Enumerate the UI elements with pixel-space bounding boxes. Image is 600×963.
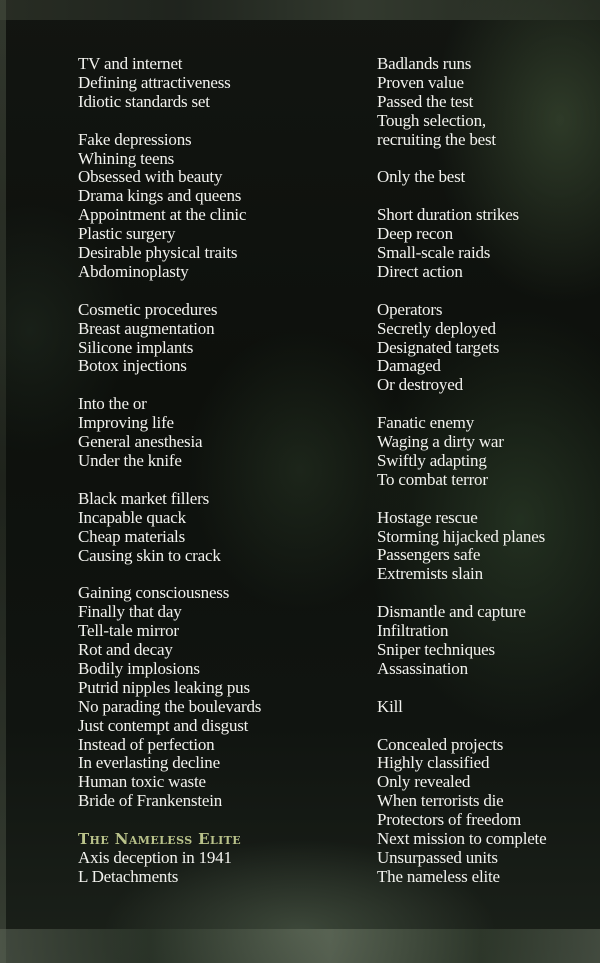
lyric-line: Infiltration <box>377 621 449 641</box>
lyric-line: Breast augmentation <box>78 318 215 338</box>
lyric-line: Only the best <box>377 167 466 187</box>
lyric-line: Bride of Frankenstein <box>78 791 223 811</box>
lyric-line: Protectors of freedom <box>377 810 522 830</box>
lyric-stanza <box>78 301 368 377</box>
lyric-stanza <box>377 414 592 490</box>
lyric-line: recruiting the best <box>377 129 496 149</box>
lyric-line: Deep recon <box>377 224 453 244</box>
lyric-line: Short duration strikes <box>377 205 519 225</box>
lyric-line: Botox injections <box>78 356 187 376</box>
lyric-line: Dismantle and capture <box>377 602 526 622</box>
lyric-line: Passed the test <box>377 91 474 111</box>
lyric-line: Into the or <box>78 394 147 414</box>
lyric-line: Human toxic waste <box>78 772 206 792</box>
lyric-line: Silicone implants <box>78 337 194 357</box>
lyric-line: Cheap materials <box>78 526 185 546</box>
lyric-stanza <box>78 584 368 811</box>
lyric-line: Bodily implosions <box>78 658 200 678</box>
lyric-line: Damaged <box>377 356 441 376</box>
lyric-line: Hostage rescue <box>377 507 478 527</box>
lyric-line: Next mission to complete <box>377 829 547 849</box>
lyric-stanza <box>377 168 592 187</box>
lyric-line: Tough selection, <box>377 110 486 130</box>
lyric-line: Fanatic enemy <box>377 413 475 433</box>
lyrics-left-column <box>78 55 368 906</box>
lyric-line: Under the knife <box>78 450 182 470</box>
lyric-line: L Detachments <box>78 867 179 887</box>
lyric-line: Assassination <box>377 658 468 678</box>
lyric-line: When terrorists die <box>377 791 504 811</box>
lyric-line: Obsessed with beauty <box>78 167 223 187</box>
lyric-line: Incapable quack <box>78 507 186 527</box>
lyric-line: Cosmetic procedures <box>78 299 218 319</box>
lyric-line: Designated targets <box>377 337 500 357</box>
lyrics-right-column <box>377 55 592 906</box>
lyric-line: Drama kings and queens <box>78 186 242 206</box>
lyric-line: Putrid nipples leaking pus <box>78 677 250 697</box>
lyric-stanza <box>78 849 368 887</box>
top-artwork-band <box>0 0 600 20</box>
lyric-line: Gaining consciousness <box>78 583 230 603</box>
lyric-line: Tell-tale mirror <box>78 621 179 641</box>
bottom-artwork-band <box>0 929 600 963</box>
lyric-line: Secretly deployed <box>377 318 496 338</box>
lyric-line: Passengers safe <box>377 545 481 565</box>
lyric-line: General anesthesia <box>78 432 203 452</box>
lyric-stanza <box>377 55 592 150</box>
lyric-line: Idiotic standards set <box>78 91 210 111</box>
lyric-stanza <box>78 55 368 112</box>
lyric-line: Swiftly adapting <box>377 450 487 470</box>
lyric-line: Small-scale raids <box>377 243 491 263</box>
lyric-line: Desirable physical traits <box>78 243 238 263</box>
lyric-line: Instead of perfection <box>78 734 215 754</box>
lyric-line: To combat terror <box>377 469 488 489</box>
lyric-line: Black market fillers <box>78 488 210 508</box>
lyric-line: Extremists slain <box>377 564 483 584</box>
lyric-line: Fake depressions <box>78 129 192 149</box>
lyric-stanza <box>377 603 592 679</box>
lyric-line: Concealed projects <box>377 734 504 754</box>
lyric-line: TV and internet <box>78 54 183 73</box>
lyric-line: Causing skin to crack <box>78 545 221 565</box>
lyric-line: Or destroyed <box>377 375 463 395</box>
lyric-line: Finally that day <box>78 602 182 622</box>
lyric-line: Appointment at the clinic <box>78 205 247 225</box>
lyric-stanza <box>377 736 592 887</box>
lyric-line: Defining attractiveness <box>78 72 231 92</box>
lyric-line: Plastic surgery <box>78 224 176 244</box>
lyric-line: Proven value <box>377 72 464 92</box>
lyric-line: Whining teens <box>78 148 175 168</box>
lyric-stanza <box>377 206 592 282</box>
lyric-stanza <box>78 490 368 566</box>
lyric-line: Axis deception in 1941 <box>78 848 232 868</box>
lyric-line: Just contempt and disgust <box>78 715 249 735</box>
lyric-line: The nameless elite <box>377 866 500 886</box>
lyric-line: Rot and decay <box>78 640 173 660</box>
lyric-stanza <box>78 395 368 471</box>
lyric-line: Waging a dirty war <box>377 432 504 452</box>
lyric-stanza <box>78 131 368 282</box>
lyric-line: Abdominoplasty <box>78 261 189 281</box>
lyric-line: Operators <box>377 299 443 319</box>
lyric-line: Highly classified <box>377 753 490 773</box>
lyric-stanza <box>377 301 592 396</box>
lyric-line: Badlands runs <box>377 54 472 73</box>
lyric-line: Improving life <box>78 413 174 433</box>
lyric-line: Kill <box>377 696 403 716</box>
lyric-line: Storming hijacked planes <box>377 526 545 546</box>
lyric-stanza <box>377 698 592 717</box>
lyric-line: Direct action <box>377 261 463 281</box>
lyric-line: Only revealed <box>377 772 471 792</box>
left-artwork-edge <box>0 0 6 963</box>
lyric-line: No parading the boulevards <box>78 696 262 716</box>
lyric-stanza <box>377 509 592 585</box>
lyric-line: In everlasting decline <box>78 753 220 773</box>
lyric-line: Unsurpassed units <box>377 847 498 867</box>
lyric-line: Sniper techniques <box>377 640 495 659</box>
song-title-heading: The Nameless Elite <box>78 830 242 849</box>
